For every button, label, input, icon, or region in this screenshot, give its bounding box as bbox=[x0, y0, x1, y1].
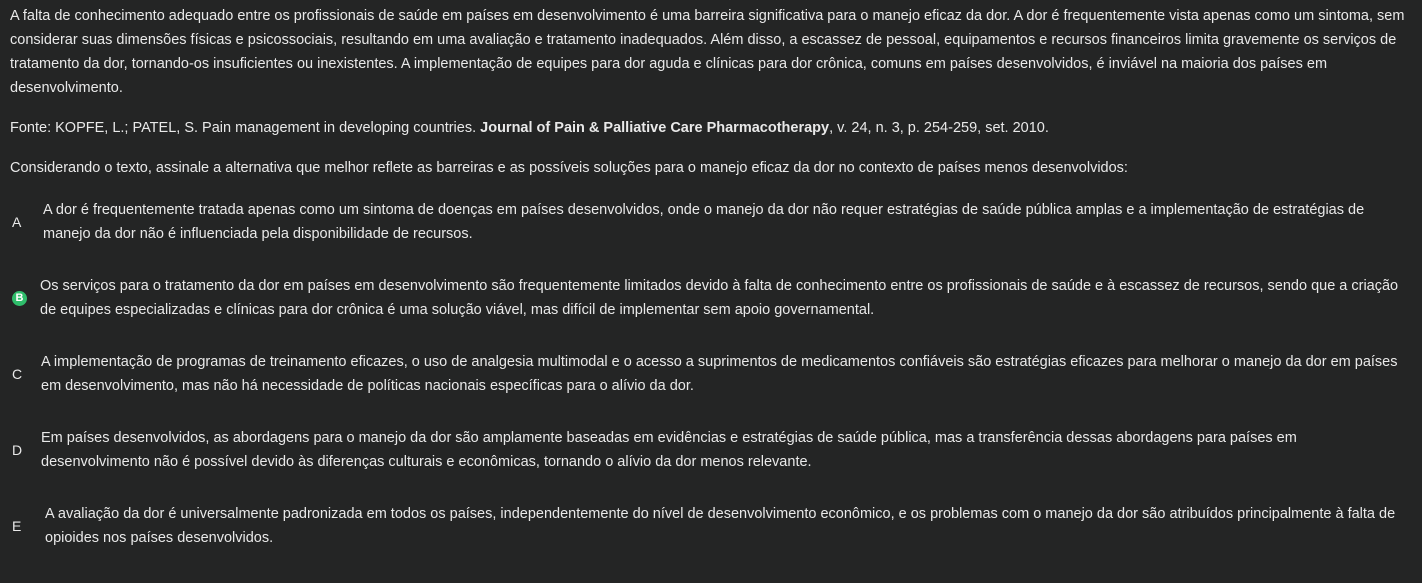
option-letter-c[interactable]: C bbox=[12, 366, 23, 382]
option-e[interactable] bbox=[10, 502, 1408, 550]
source-prefix: Fonte: KOPFE, L.; PATEL, S. Pain management in developing countries. bbox=[10, 120, 481, 136]
option-text-b[interactable]: Os serviços para o tratamento da dor em países em desenvolvimento são frequentemente limitados devido à falta de conhecimento entre os profissionais de saúde e à escassez de recursos, sendo que a criação de equipes especializadas e clínicas para dor crônica é uma solução viável, mas difícil de implementar sem apoio governamental. bbox=[40, 278, 1399, 318]
option-d[interactable] bbox=[10, 426, 1408, 474]
question-text: A falta de conhecimento adequado entre os profissionais de saúde em países em desenvolvimento é uma barreira significativa para o manejo eficaz da dor. A dor é frequentemente vista apenas como um sintoma, sem considerar suas dimensões físicas e psicossociais, resultando em uma avaliação e tratamento inadequados. Além disso, a escassez de pessoal, equipamentos e recursos financeiros limita gravemente os serviços de tratamento da dor, tornando-os insuficientes ou inexistentes. A implementação de equipes para dor aguda e clínicas para dor crônica, comuns em países desenvolvidos, é inviável na maioria dos países em desenvolvimento. bbox=[10, 8, 1405, 96]
option-letter-e[interactable]: E bbox=[12, 518, 22, 534]
option-text-e[interactable]: A avaliação da dor é universalmente padronizada em todos os países, independentemente do nível de desenvolvimento econômico, e os problemas com o manejo da dor são atribuídos principalmente à falta de opioides nos países desenvolvidos. bbox=[45, 506, 1396, 546]
source-citation bbox=[10, 116, 1408, 140]
source-journal: Journal of Pain & Palliative Care Pharmacotherapy bbox=[480, 120, 830, 136]
option-b[interactable] bbox=[10, 274, 1408, 322]
options-list bbox=[10, 198, 1408, 550]
selected-answer-icon: B bbox=[12, 291, 27, 306]
option-text-a[interactable]: A dor é frequentemente tratada apenas como um sintoma de doenças em países desenvolvidos, onde o manejo da dor não requer estratégias de saúde pública amplas e a implementação de estratégias de manejo da dor não é influenciada pela disponibilidade de recursos. bbox=[43, 202, 1365, 242]
option-a[interactable] bbox=[10, 198, 1408, 246]
option-letter-b-selected[interactable] bbox=[10, 291, 36, 306]
question-prompt: Considerando o texto, assinale a alternativa que melhor reflete as barreiras e as possíveis soluções para o manejo eficaz da dor no contexto de países menos desenvolvidos: bbox=[10, 160, 1128, 176]
option-text-d[interactable]: Em países desenvolvidos, as abordagens para o manejo da dor são amplamente baseadas em evidências e estratégias de saúde pública, mas a transferência dessas abordagens para países em desenvolvimento não é possível devido às diferenças culturais e econômicas, tornando o alívio da dor menos relevante. bbox=[41, 430, 1297, 470]
option-letter-a[interactable]: A bbox=[12, 214, 22, 230]
option-text-c[interactable]: A implementação de programas de treinamento eficazes, o uso de analgesia multimodal e o acesso a suprimentos de medicamentos confiáveis são estratégias eficazes para melhorar o manejo da dor em países em desenvolvimento, mas não há necessidade de políticas nacionais específicas para o alívio da dor. bbox=[41, 354, 1398, 394]
option-c[interactable] bbox=[10, 350, 1408, 398]
option-letter-d[interactable]: D bbox=[12, 442, 23, 458]
source-suffix: , v. 24, n. 3, p. 254-259, set. 2010. bbox=[829, 120, 1049, 136]
